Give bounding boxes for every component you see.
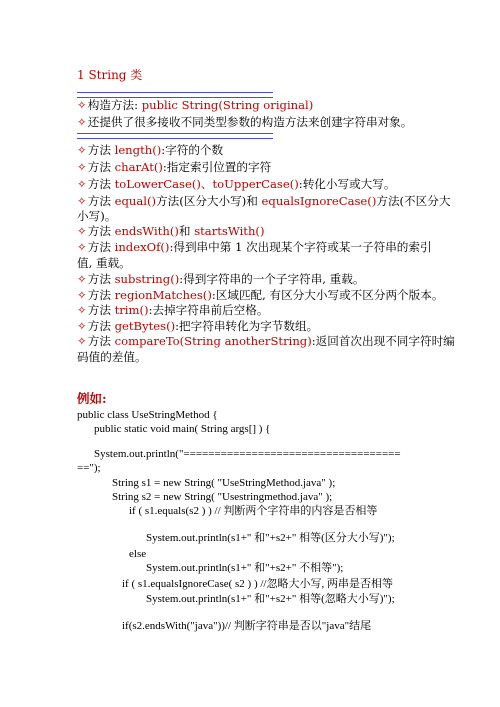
code-line: if ( s1.equalsIgnoreCase( s2 ) ) //忽略大小写, 两串是否相等 <box>122 578 393 590</box>
constructor-note-line <box>77 114 412 131</box>
method-name: getBytes() <box>114 319 176 333</box>
method-prefix: 方法 <box>87 288 111 302</box>
code-line: System.out.println(s1+" 和"+s2+" 相等(忽略大小写)"); <box>146 593 395 605</box>
star-bullet-icon: ✧ <box>77 160 87 174</box>
method-name-secondary: startsWith() <box>194 224 265 238</box>
constructor-line <box>77 97 313 114</box>
method-prefix: 方法 <box>87 177 111 191</box>
method-name: regionMatches() <box>114 288 212 302</box>
star-bullet-icon: ✧ <box>77 240 87 254</box>
method-desc-secondary: 方法(不区分大 <box>376 194 451 208</box>
code-line: else <box>129 548 147 560</box>
method-prefix: 方法 <box>87 160 111 174</box>
method-prefix: 方法 <box>87 319 111 333</box>
constructor-signature: public String(String original) <box>141 98 314 112</box>
method-desc: 方法(区分大小写)和 <box>156 194 258 208</box>
star-bullet-icon: ✧ <box>77 319 87 333</box>
code-line: System.out.println(s1+" 和"+s2+" 不相等"); <box>146 562 344 574</box>
method-desc: 和 <box>178 224 191 238</box>
method-desc: :得到字符串的一个子字符串, 重载。 <box>179 272 365 286</box>
star-bullet-icon: ✧ <box>77 224 87 238</box>
method-prefix: 方法 <box>87 334 111 348</box>
method-desc: :去掉字符串前后空格。 <box>148 303 269 317</box>
method-item <box>77 333 455 350</box>
star-bullet-icon: ✧ <box>77 288 87 302</box>
method-name: equal() <box>114 194 157 208</box>
method-prefix: 方法 <box>87 240 111 254</box>
method-item <box>77 223 264 240</box>
example-label: 例如: <box>77 391 107 406</box>
star-bullet-icon: ✧ <box>77 272 87 286</box>
code-line: String s2 = new String( "Usestringmethod.java" ); <box>112 491 333 503</box>
code-line: System.out.println("=================================== <box>94 448 401 460</box>
code-line: System.out.println(s1+" 和"+s2+" 相等(区分大小写)"); <box>146 532 395 544</box>
method-item <box>77 142 223 159</box>
method-name: compareTo(String anotherString) <box>114 334 312 348</box>
method-prefix: 方法 <box>87 194 111 208</box>
method-prefix: 方法 <box>87 143 111 157</box>
method-prefix: 方法 <box>87 303 111 317</box>
constructor-label: 构造方法: <box>87 98 139 112</box>
code-line: =="); <box>77 462 101 474</box>
double-rule-bottom <box>77 133 273 139</box>
method-item <box>77 159 271 176</box>
method-name: substring() <box>114 272 180 286</box>
star-bullet-icon: ✧ <box>77 177 87 191</box>
method-item <box>77 176 395 193</box>
method-name: indexOf() <box>114 240 170 254</box>
code-line: String s1 = new String( "UseStringMethod.java" ); <box>112 477 336 489</box>
method-desc: :把字符串转化为字节数组。 <box>175 319 319 333</box>
method-name: toLowerCase()、toUpperCase() <box>114 177 299 191</box>
method-name: length() <box>114 143 162 157</box>
star-bullet-icon: ✧ <box>77 303 87 317</box>
method-desc: :返回首次出现不同字符时编 <box>311 334 455 348</box>
method-desc: :得到串中第 1 次出现某个字符或某一子符串的索引 <box>169 240 432 254</box>
method-continuation: 码值的差值。 <box>77 350 147 364</box>
method-item <box>77 239 432 256</box>
code-line: public static void main( String args[] ) { <box>94 423 271 435</box>
star-bullet-icon: ✧ <box>77 194 87 208</box>
method-item <box>77 271 364 288</box>
method-desc: :指定索引位置的字符 <box>162 160 272 174</box>
code-line: if(s2.endsWith("java"))// 判断字符串是否以"java"结尾 <box>122 620 372 632</box>
method-continuation: 值, 重载。 <box>77 256 131 270</box>
star-bullet-icon: ✧ <box>77 98 87 112</box>
method-prefix: 方法 <box>87 272 111 286</box>
section-heading: 1 String 类 <box>77 68 143 82</box>
method-name: charAt() <box>114 160 163 174</box>
code-line: if ( s1.equals(s2 ) ) // 判断两个字符串的内容是否相等 <box>129 505 378 517</box>
method-desc: :转化小写或大写。 <box>298 177 396 191</box>
method-continuation: 小写)。 <box>77 209 117 223</box>
star-bullet-icon: ✧ <box>77 115 87 129</box>
code-line: public class UseStringMethod { <box>77 409 218 421</box>
method-item <box>77 193 450 210</box>
method-desc: :字符的个数 <box>161 143 224 157</box>
constructor-note: 还提供了很多接收不同类型参数的构造方法来创建字符串对象。 <box>87 115 413 129</box>
method-item <box>77 302 268 319</box>
star-bullet-icon: ✧ <box>77 334 87 348</box>
method-name: endsWith() <box>114 224 179 238</box>
method-desc: :区域匹配, 有区分大小写或不区分两个版本。 <box>211 288 444 302</box>
method-name-secondary: equalsIgnoreCase() <box>261 194 377 208</box>
method-name: trim() <box>114 303 149 317</box>
method-prefix: 方法 <box>87 224 111 238</box>
star-bullet-icon: ✧ <box>77 143 87 157</box>
